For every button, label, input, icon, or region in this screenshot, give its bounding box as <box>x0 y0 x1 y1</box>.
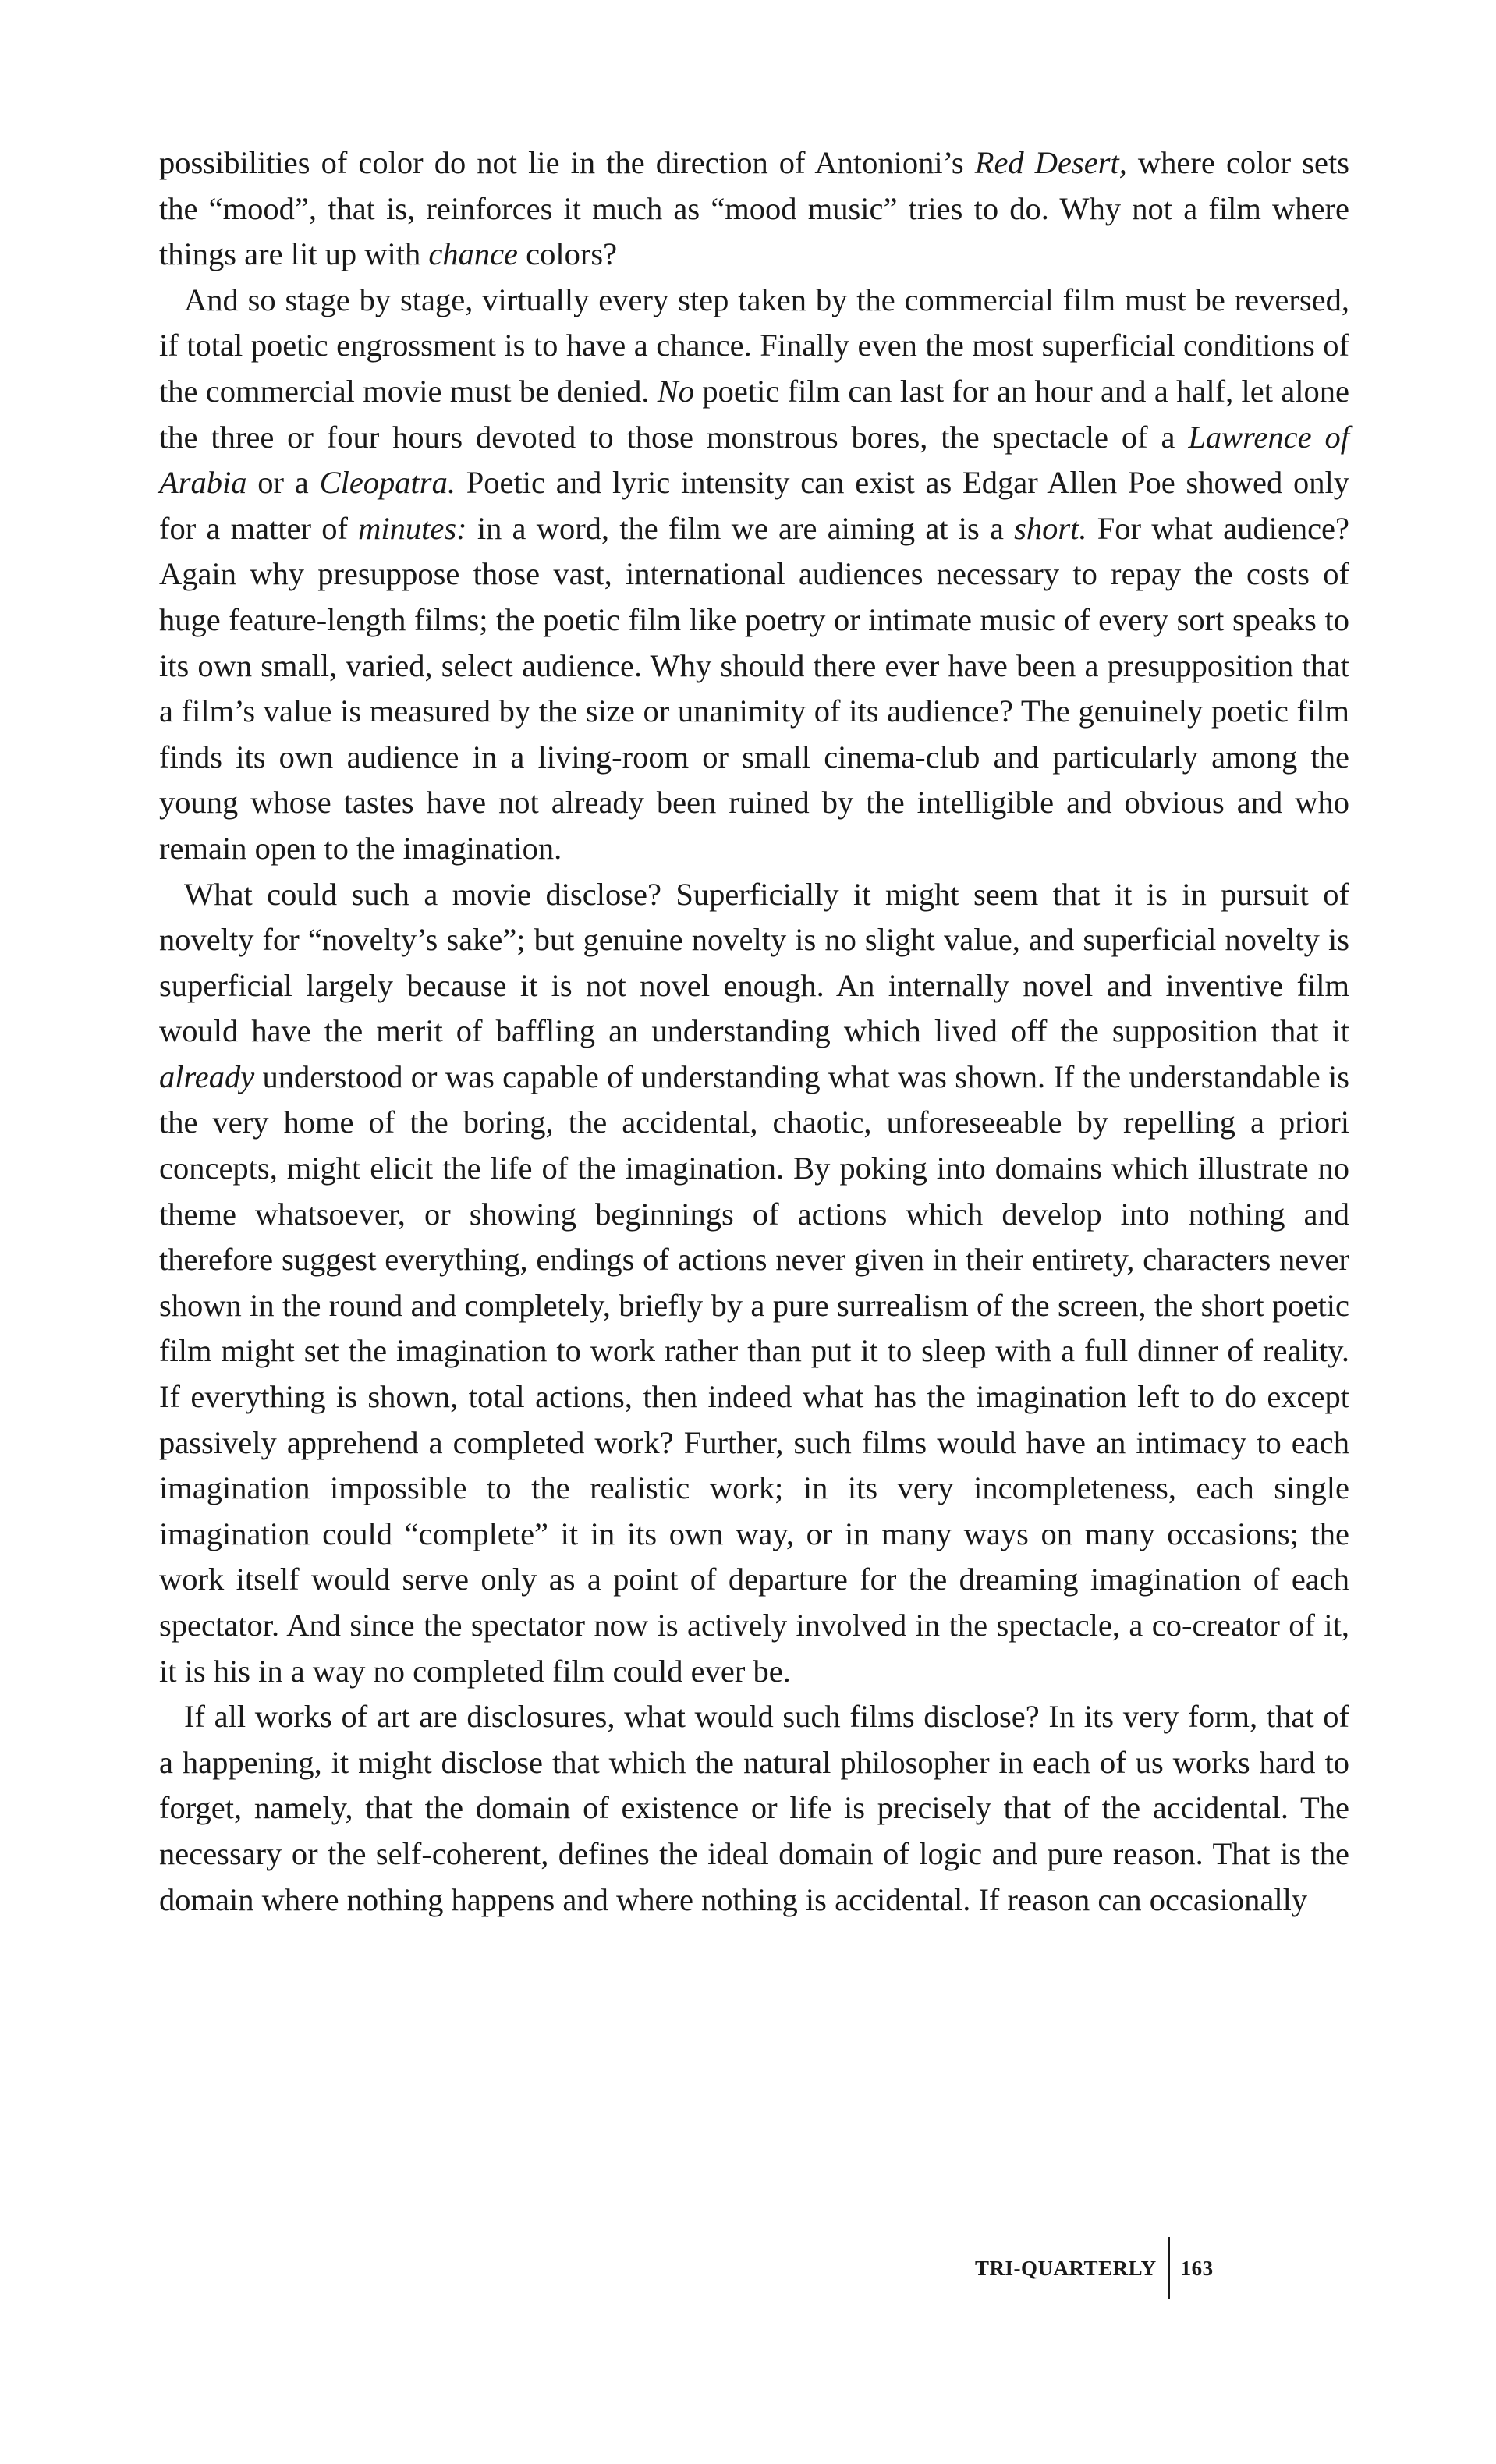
paragraph-3 <box>159 872 1349 1695</box>
text-run: If all works of art are disclosures, what would such films disclose? In its very form, that of a happening, it might disclose that which the natural philosopher in each of us works hard to forget, namely, that the domain of existence or life is precisely that of the accidental. The necessary or the self-coherent, defines the ideal domain of logic and pure reason. That is the domain where nothing happens and where nothing is accidental. If reason can occasionally <box>159 1699 1349 1917</box>
page-number: 163 <box>1180 2256 1214 2280</box>
paragraph-1 <box>159 140 1349 278</box>
journal-title: TRI-QUARTERLY <box>975 2256 1157 2280</box>
text-run: understood or was capable of understanding what was shown. If the understandable is the very home of the boring, the accidental, chaotic, unforeseeable by repelling a priori concepts, might elicit the life of the imagination. By poking into domains which illustrate no theme whatsoever, or showing beginnings of actions which develop into nothing and therefore suggest everything, endings of actions never given in their entirety, characters never shown in the round and completely, briefly by a pure surrealism of the screen, the short poetic film might set the imagination to work rather than put it to sleep with a full dinner of reality. If everything is shown, total actions, then indeed what has the imagination left to do except passively apprehend a completed work? Further, such films would have an intimacy to each imagination impossible to the realistic work; in its very incompleteness, each single imagination could “complete” it in its own way, or in many ways on many occasions; the work itself would serve only as a point of departure for the dreaming imagination of each spectator. And since the spectator now is actively involved in the spectacle, a co-creator of it, it is his in a way no completed film could ever be. <box>159 1058 1349 1689</box>
text-run: in a word, the film we are aiming at is a <box>466 510 1015 546</box>
italic-text: minutes: <box>358 510 467 546</box>
italic-text: already <box>159 1058 255 1094</box>
paragraph-2 <box>159 278 1349 872</box>
text-run: For what audience? Again why presuppose those vast, international audiences necessary to repay the costs of huge feature-length films; the poetic film like poetry or intimate music of every sort speaks to its own small, varied, select audience. Why should there ever have been a presupposition that a film’s value is measured by the size or unanimity of its audience? The genuinely poetic film finds its own audience in a living-room or small cinema-club and particularly among the young whose tastes have not already been ruined by the intelligible and obvious and who remain open to the imagination. <box>159 510 1349 866</box>
italic-text: Lawrence of Arabia <box>159 419 1349 501</box>
italic-text: chance <box>428 236 519 272</box>
text-run: poetic film can last for an hour and a half, let alone the three or four hours devoted to those monstrous bores, the spectacle of a <box>159 373 1349 455</box>
text-run: where color sets the “mood”, that is, reinforces it much as “mood music” tries to do. Why not a film where things are lit up with <box>159 145 1349 272</box>
article-body <box>159 140 1349 1923</box>
paragraph-4 <box>159 1694 1349 1923</box>
page-footer <box>975 2237 1214 2299</box>
text-run: What could such a movie disclose? Superficially it might seem that it is in pursuit of novelty for “novelty’s sake”; but genuine novelty is no slight value, and superficial novelty is superficial largely because it is not novel enough. An internally novel and inventive film would have the merit of baffling an understanding which lived off the supposition that it <box>159 876 1349 1049</box>
italic-text: Red Desert, <box>974 145 1127 180</box>
italic-text: Cleopatra. <box>319 465 456 501</box>
text-run: And so stage by stage, virtually every step taken by the commercial film must be reversed, if total poetic engrossment is to have a chance. Finally even the most superficial conditions of the commercial movie must be denied. <box>159 282 1349 409</box>
text-run: Poetic and lyric intensity can exist as Edgar Allen Poe showed only for a matter of <box>159 465 1350 546</box>
text-run: or a <box>246 465 320 501</box>
text-run: colors? <box>518 236 618 272</box>
text-run: possibilities of color do not lie in the direction of Antonioni’s <box>159 145 975 180</box>
italic-text: short. <box>1014 510 1087 546</box>
italic-text: No <box>657 373 695 409</box>
